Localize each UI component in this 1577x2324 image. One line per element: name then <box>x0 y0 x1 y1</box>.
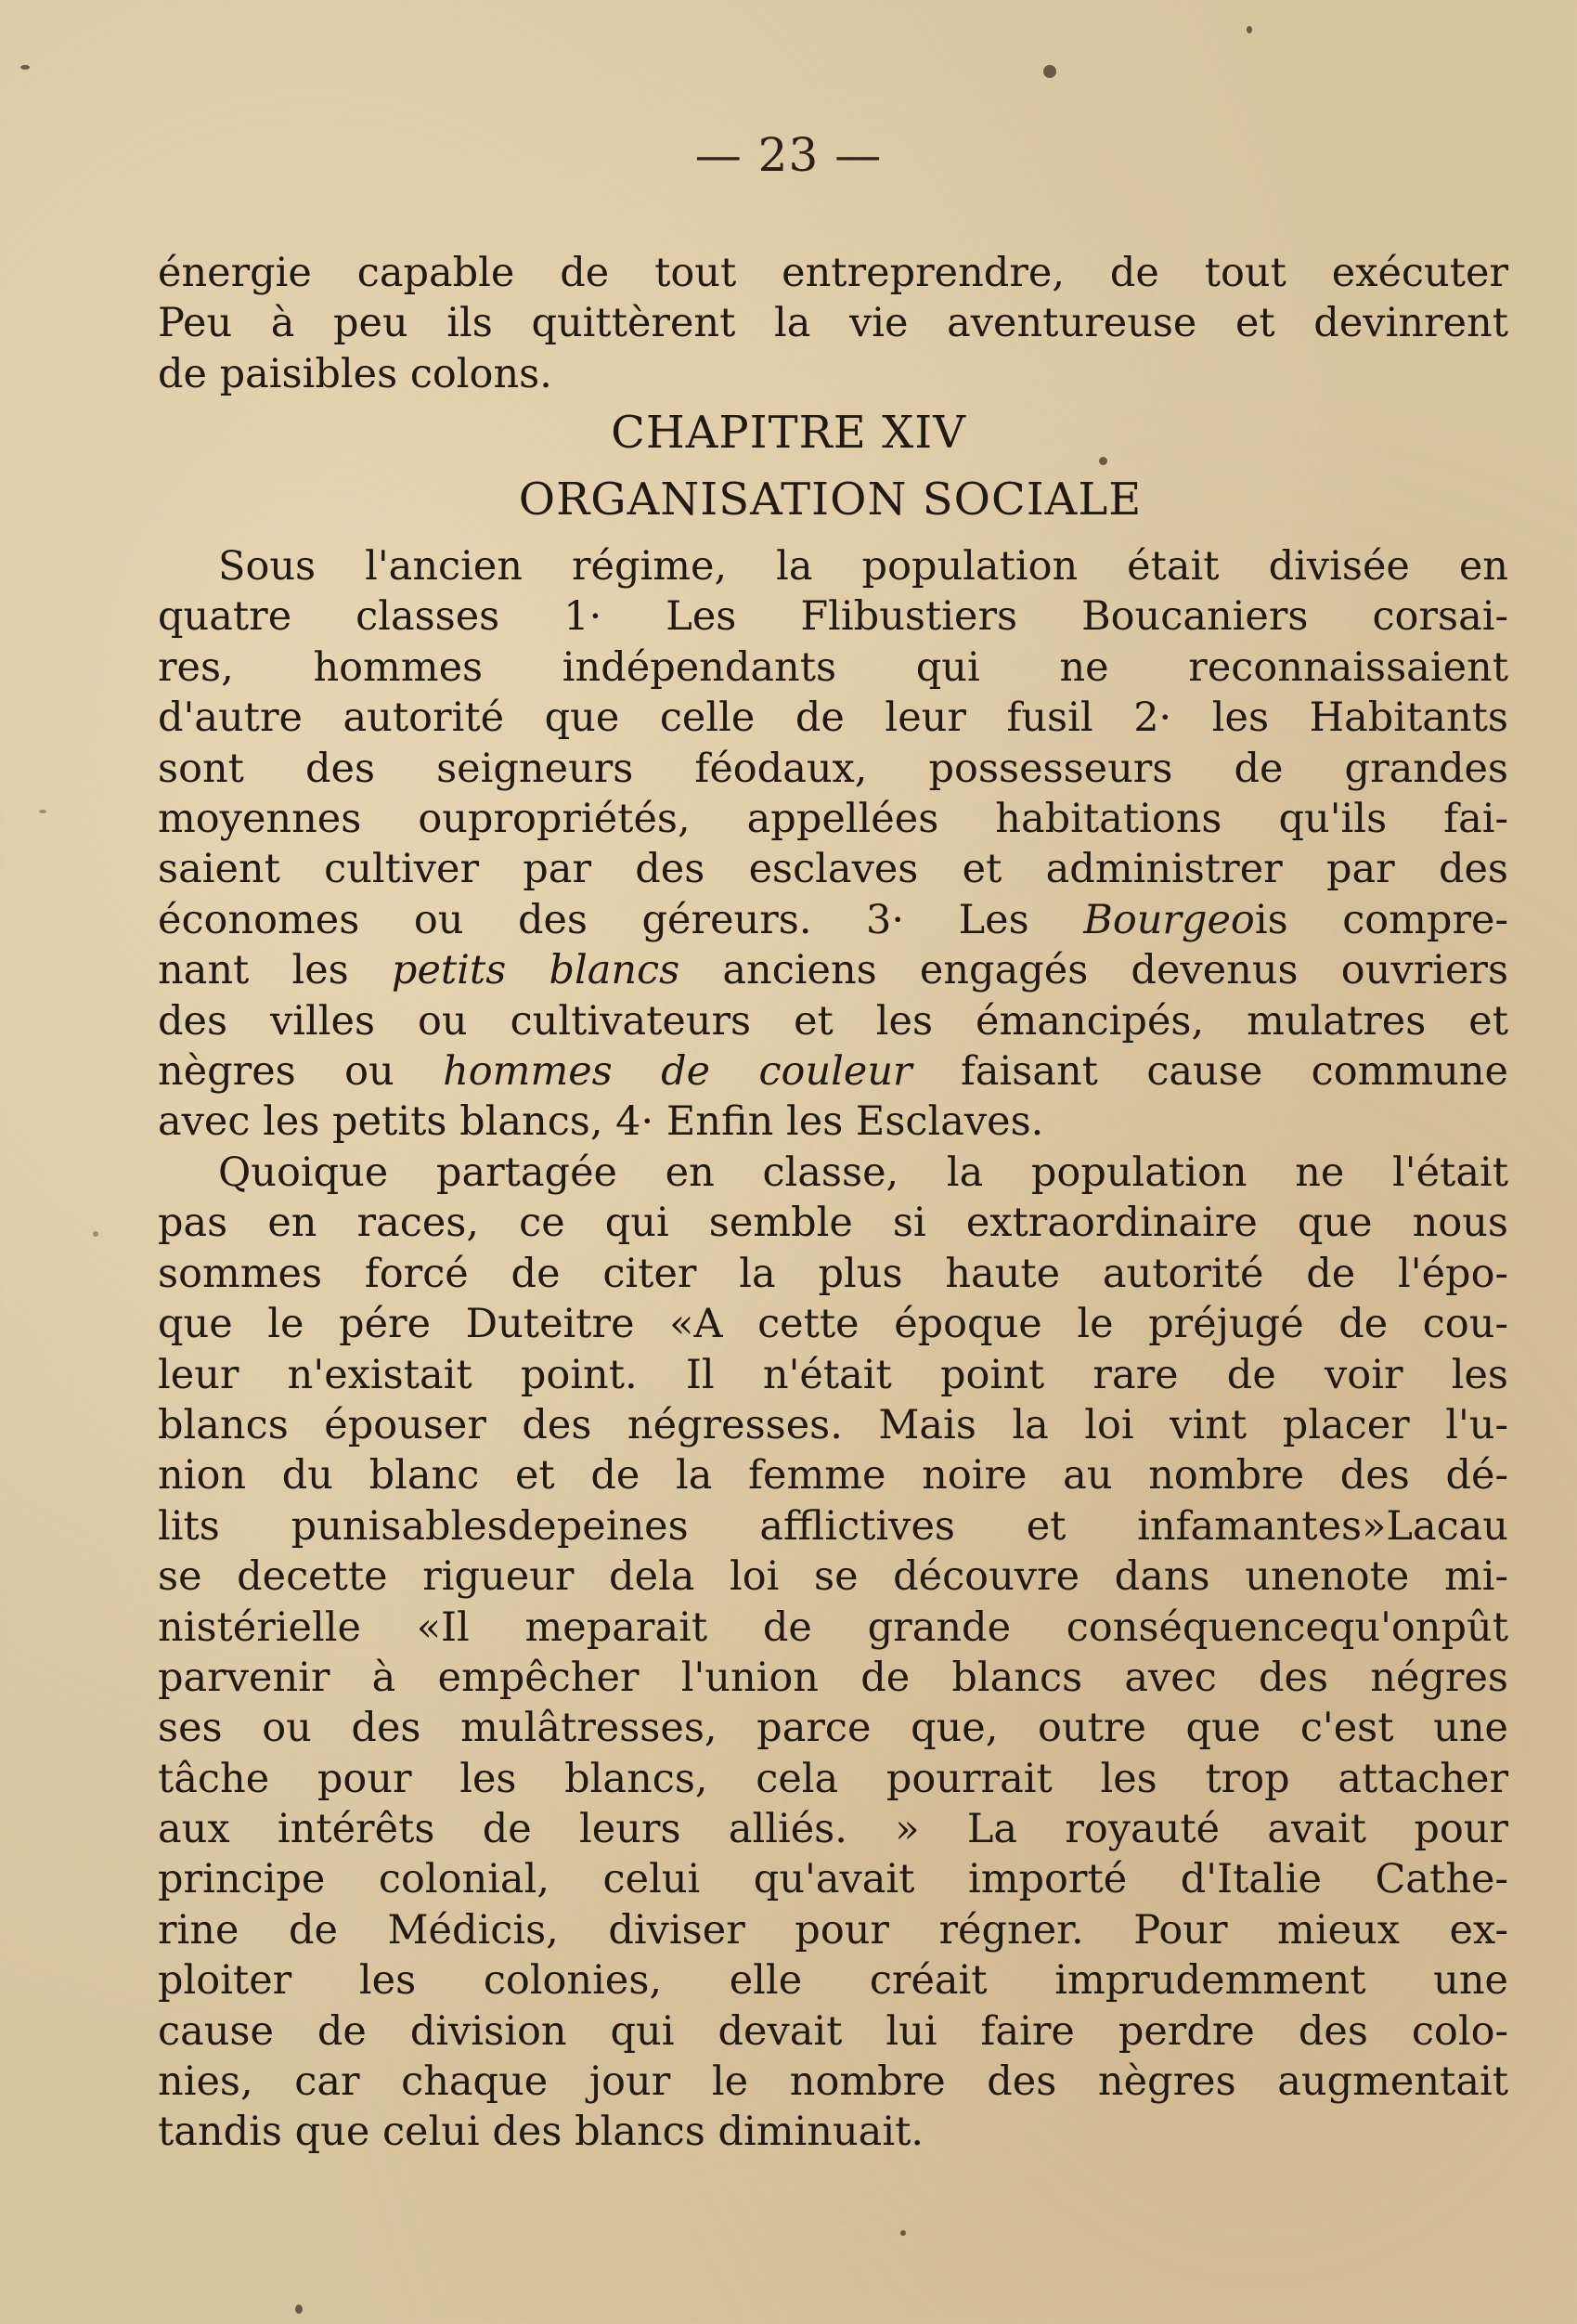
text-line: sont des seigneurs féodaux, possesseurs de grandes <box>158 745 1508 792</box>
text-line: des villes ou cultivateurs et les émancipés, mulatres et <box>158 997 1508 1045</box>
text-segment: nègres ou <box>158 1047 394 1095</box>
text-segment: is compre- <box>1254 896 1508 943</box>
text-line <box>158 945 1508 995</box>
text-line: ploiter les colonies, elle créait imprudemment une <box>158 1957 1508 2005</box>
text-line: avec les petits blancs, 4· Enfin les Esclaves. <box>158 1098 1044 1146</box>
text-segment: faisant cause commune <box>960 1047 1509 1095</box>
paper-speck <box>1247 26 1252 33</box>
text-line: ses ou des mulâtresses, parce que, outre que c'est une <box>158 1705 1508 1752</box>
text-line: quatre classes 1· Les Flibustiers Boucaniers corsai- <box>158 593 1508 641</box>
italic-term-bourgeois: Bourgeo <box>1083 896 1255 943</box>
text-line <box>158 895 1508 945</box>
text-line: Peu à peu ils quittèrent la vie aventureuse et devinrent <box>158 300 1508 347</box>
text-line: principe colonial, celui qu'avait importé d'Italie Cathe- <box>158 1856 1508 1903</box>
paragraph-social-classes <box>158 541 1508 1148</box>
chapter-title: CHAPITRE XIV <box>611 407 966 459</box>
italic-term-hommes-de-couleur: hommes de couleur <box>443 1047 912 1095</box>
text-line: d'autre autorité que celle de leur fusil 2· les Habitants <box>158 695 1508 742</box>
text-segment: anciens engagés devenus ouvriers <box>722 947 1509 994</box>
text-line: cause de division qui devait lui faire perdre des colo- <box>158 2007 1508 2055</box>
text-line: lits punisablesdepeines afflictives et infamantes»Lacau <box>158 1502 1508 1550</box>
text-line: blancs épouser des négresses. Mais la loi vint placer l'u- <box>158 1401 1508 1448</box>
text-line: Sous l'ancien régime, la population était divisée en <box>218 543 1508 590</box>
text-line: rine de Médicis, diviser pour régner. Pour mieux ex- <box>158 1906 1508 1954</box>
intro-paragraph <box>158 248 1508 399</box>
text-line: Quoique partagée en classe, la population ne l'était <box>218 1149 1508 1196</box>
text-segment: nant les <box>158 947 349 994</box>
paper-speck <box>295 2305 303 2314</box>
paragraph-races <box>158 1148 1508 2158</box>
paper-speck <box>39 810 46 813</box>
text-line: parvenir à empêcher l'union de blancs avec des négres <box>158 1654 1508 1701</box>
text-line: leur n'existait point. Il n'était point rare de voir les <box>158 1351 1508 1398</box>
italic-term-petits-blancs: petits blancs <box>391 947 680 994</box>
text-line: se decette rigueur dela loi se découvre dans unenote mi- <box>158 1553 1508 1601</box>
text-line: tâche pour les blancs, cela pourrait les trop attacher <box>158 1755 1508 1802</box>
page-number: — 23 — <box>694 128 883 182</box>
text-line: saient cultiver par des esclaves et administrer par des <box>158 846 1508 893</box>
text-line: sommes forcé de citer la plus haute autorité de l'épo- <box>158 1250 1508 1297</box>
paper-speck <box>1043 65 1056 78</box>
paper-speck <box>20 65 30 70</box>
text-line: que le pére Duteitre «A cette époque le préjugé de cou- <box>158 1301 1508 1348</box>
text-line <box>158 1046 1508 1097</box>
text-line: tandis que celui des blancs diminuait. <box>158 2109 924 2156</box>
text-line: de paisibles colons. <box>158 350 552 397</box>
text-line: aux intérêts de leurs alliés. » La royauté avait pour <box>158 1806 1508 1853</box>
paper-speck <box>900 2230 906 2236</box>
text-line: pas en races, ce qui semble si extraordinaire que nous <box>158 1200 1508 1247</box>
paper-speck <box>1099 457 1107 465</box>
text-line: res, hommes indépendants qui ne reconnaissaient <box>158 643 1508 691</box>
chapter-subtitle: ORGANISATION SOCIALE <box>518 474 1143 526</box>
text-line: énergie capable de tout entreprendre, de tout exécuter <box>158 250 1508 296</box>
text-line: moyennes oupropriétés, appellées habitations qu'ils fai- <box>158 795 1508 842</box>
text-line: nies, car chaque jour le nombre des nègres augmentait <box>158 2058 1508 2106</box>
text-segment: économes ou des géreurs. 3· Les <box>158 896 1029 943</box>
paper-speck <box>93 1231 98 1237</box>
text-line: nistérielle «Il meparait de grande conséquencequ'onpût <box>158 1603 1508 1651</box>
text-line: nion du blanc et de la femme noire au nombre des dé- <box>158 1452 1508 1500</box>
